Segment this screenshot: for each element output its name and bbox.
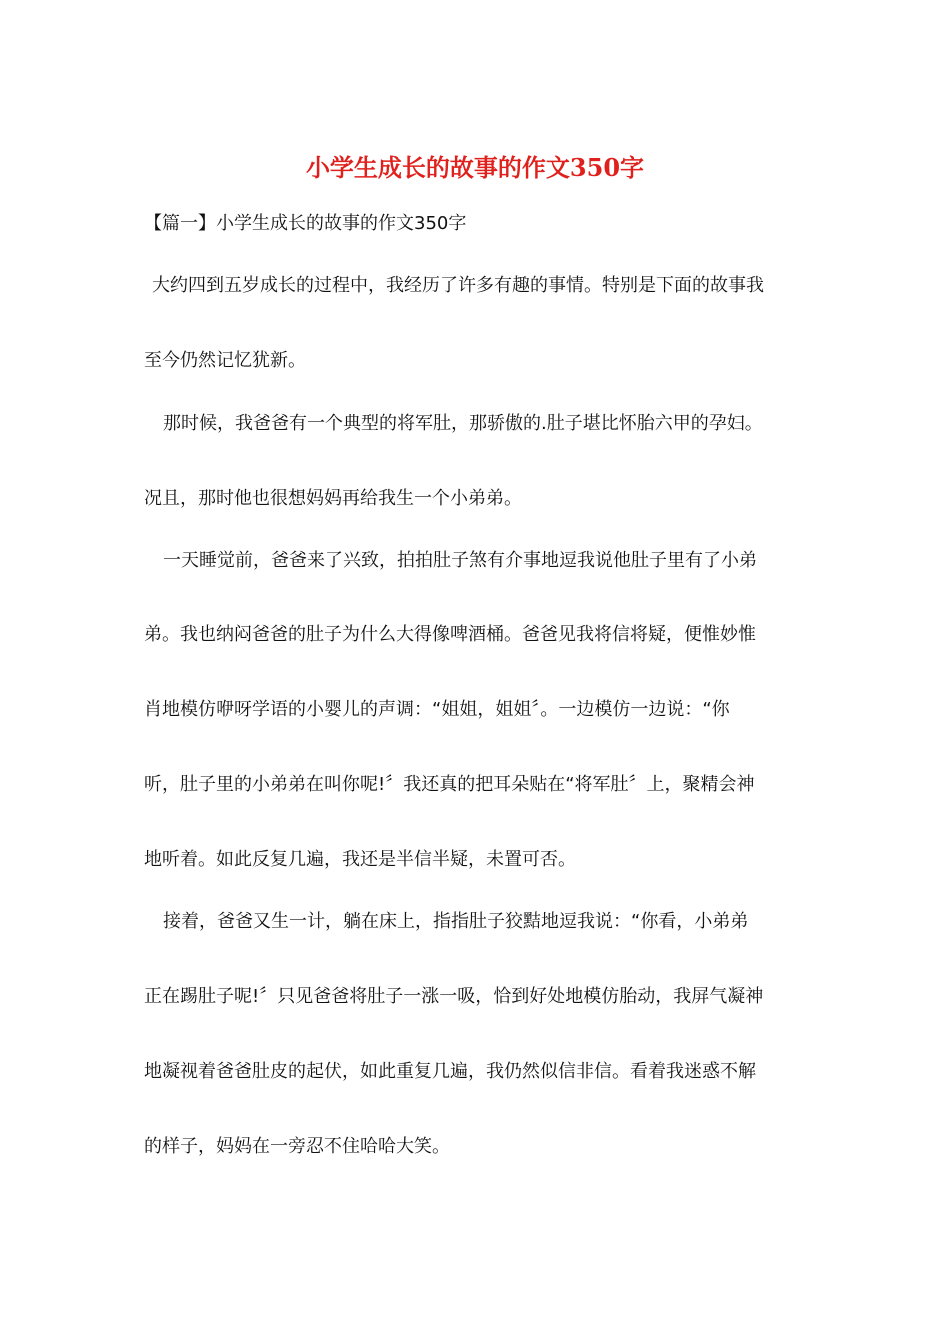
text-line: 一天睡觉前，爸爸来了兴致，拍拍肚子煞有介事地逗我说他肚子里有了小弟 — [163, 550, 757, 571]
text-line: 至今仍然记忆犹新。 — [144, 350, 306, 371]
text-line: 正在踢肚子呢!〞只见爸爸将肚子一涨一吸，恰到好处地模仿胎动，我屏气凝神 — [144, 986, 764, 1007]
text-line: 大约四到五岁成长的过程中，我经历了许多有趣的事情。特别是下面的故事我 — [152, 275, 764, 296]
text-line: 的样子，妈妈在一旁忍不住哈哈大笑。 — [144, 1136, 450, 1157]
text-line: 地听着。如此反复几遍，我还是半信半疑，未置可否。 — [144, 849, 576, 870]
text-line: 肖地模仿咿呀学语的小婴儿的声调：“姐姐，姐姐〞。一边模仿一边说：“你 — [144, 699, 730, 720]
section-heading: 【篇一】小学生成长的故事的作文350字 — [144, 213, 467, 234]
text-line: 听，肚子里的小弟弟在叫你呢!〞我还真的把耳朵贴在“将军肚〞上，聚精会神 — [144, 774, 755, 795]
text-line: 接着，爸爸又生一计，躺在床上，指指肚子狡黠地逗我说：“你看，小弟弟 — [163, 911, 749, 932]
text-line: 那时候，我爸爸有一个典型的将军肚，那骄傲的.肚子堪比怀胎六甲的孕妇。 — [163, 413, 763, 434]
text-line: 况且，那时他也很想妈妈再给我生一个小弟弟。 — [144, 488, 522, 509]
text-line: 地凝视着爸爸肚皮的起伏，如此重复几遍，我仍然似信非信。看着我迷惑不解 — [144, 1061, 756, 1082]
text-line: 弟。我也纳闷爸爸的肚子为什么大得像啤酒桶。爸爸见我将信将疑，便惟妙惟 — [144, 624, 756, 645]
document-title: 小学生成长的故事的作文350字 — [305, 153, 645, 182]
